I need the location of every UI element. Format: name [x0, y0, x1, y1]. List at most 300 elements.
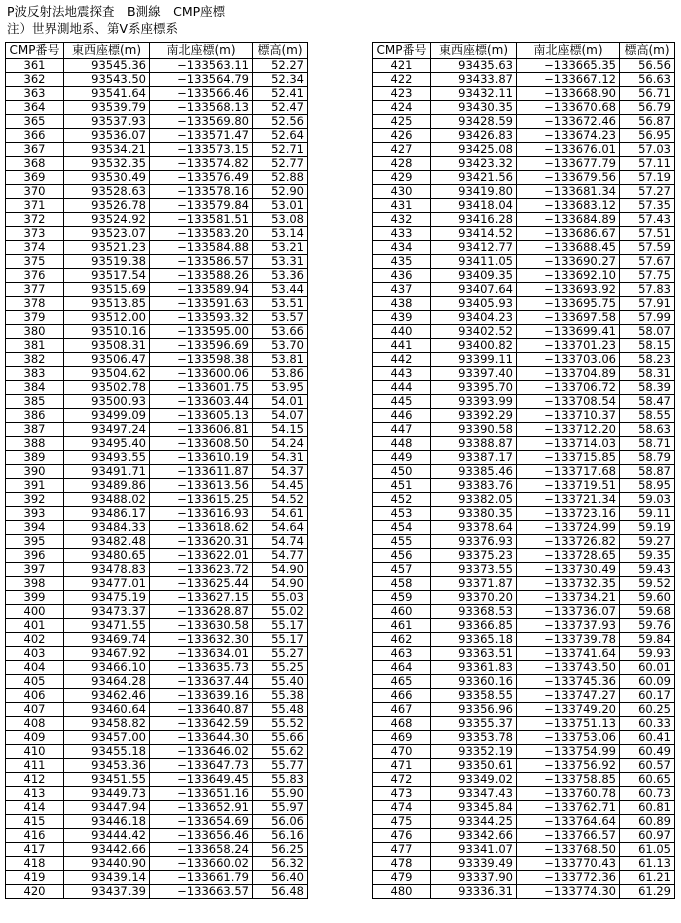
northing-cell: −133712.20	[517, 423, 620, 437]
table-row	[6, 129, 308, 143]
elevation-cell: 59.11	[620, 507, 675, 521]
elevation-cell: 54.24	[253, 437, 308, 451]
easting-cell: 93365.18	[431, 633, 517, 647]
easting-cell: 93523.07	[64, 227, 150, 241]
cmp-number-cell: 382	[6, 353, 64, 367]
northing-cell: −133620.31	[150, 535, 253, 549]
easting-cell: 93528.63	[64, 185, 150, 199]
easting-cell: 93402.52	[431, 325, 517, 339]
easting-cell: 93488.02	[64, 493, 150, 507]
cmp-number-cell: 394	[6, 521, 64, 535]
easting-cell: 93480.65	[64, 549, 150, 563]
elevation-cell: 55.83	[253, 773, 308, 787]
northing-cell: −133651.16	[150, 787, 253, 801]
cmp-number-cell: 379	[6, 311, 64, 325]
elevation-cell: 55.25	[253, 661, 308, 675]
cmp-number-cell: 362	[6, 73, 64, 87]
northing-cell: −133719.51	[517, 479, 620, 493]
easting-cell: 93517.54	[64, 269, 150, 283]
northing-cell: −133635.73	[150, 661, 253, 675]
table-row	[6, 633, 308, 647]
elevation-cell: 58.63	[620, 423, 675, 437]
col-header-northing: 南北座標(m)	[517, 43, 620, 59]
northing-cell: −133721.34	[517, 493, 620, 507]
northing-cell: −133737.93	[517, 619, 620, 633]
cmp-number-cell: 412	[6, 773, 64, 787]
northing-cell: −133768.50	[517, 843, 620, 857]
table-row	[373, 535, 675, 549]
northing-cell: −133610.19	[150, 451, 253, 465]
cmp-number-cell: 366	[6, 129, 64, 143]
northing-cell: −133668.90	[517, 87, 620, 101]
cmp-number-cell: 474	[373, 801, 431, 815]
easting-cell: 93366.85	[431, 619, 517, 633]
elevation-cell: 56.32	[253, 857, 308, 871]
elevation-cell: 55.66	[253, 731, 308, 745]
easting-cell: 93380.35	[431, 507, 517, 521]
elevation-cell: 59.27	[620, 535, 675, 549]
elevation-cell: 58.23	[620, 353, 675, 367]
elevation-cell: 60.65	[620, 773, 675, 787]
cmp-number-cell: 431	[373, 199, 431, 213]
table-row	[373, 213, 675, 227]
cmp-number-cell: 464	[373, 661, 431, 675]
northing-cell: −133667.12	[517, 73, 620, 87]
easting-cell: 93458.82	[64, 717, 150, 731]
northing-cell: −133677.79	[517, 157, 620, 171]
elevation-cell: 52.88	[253, 171, 308, 185]
table-row	[6, 843, 308, 857]
easting-cell: 93484.33	[64, 521, 150, 535]
elevation-cell: 60.81	[620, 801, 675, 815]
cmp-number-cell: 363	[6, 87, 64, 101]
table-row	[6, 283, 308, 297]
easting-cell: 93409.35	[431, 269, 517, 283]
table-row	[373, 843, 675, 857]
table-row	[6, 801, 308, 815]
elevation-cell: 53.86	[253, 367, 308, 381]
table-row	[373, 269, 675, 283]
easting-cell: 93370.20	[431, 591, 517, 605]
easting-cell: 93482.48	[64, 535, 150, 549]
northing-cell: −133605.13	[150, 409, 253, 423]
easting-cell: 93433.87	[431, 73, 517, 87]
northing-cell: −133690.27	[517, 255, 620, 269]
table-row	[373, 647, 675, 661]
table-row	[373, 465, 675, 479]
table-row	[6, 367, 308, 381]
elevation-cell: 52.47	[253, 101, 308, 115]
table-row	[6, 703, 308, 717]
elevation-cell: 56.06	[253, 815, 308, 829]
easting-cell: 93499.09	[64, 409, 150, 423]
table-row	[6, 353, 308, 367]
northing-cell: −133724.99	[517, 521, 620, 535]
elevation-cell: 53.31	[253, 255, 308, 269]
easting-cell: 93451.55	[64, 773, 150, 787]
northing-cell: −133703.06	[517, 353, 620, 367]
table-row	[373, 815, 675, 829]
easting-cell: 93341.07	[431, 843, 517, 857]
elevation-cell: 57.91	[620, 297, 675, 311]
cmp-table-left	[5, 42, 308, 899]
table-row	[6, 87, 308, 101]
elevation-cell: 57.11	[620, 157, 675, 171]
table-row	[6, 591, 308, 605]
northing-cell: −133728.65	[517, 549, 620, 563]
easting-cell: 93543.50	[64, 73, 150, 87]
elevation-cell: 59.60	[620, 591, 675, 605]
elevation-cell: 56.56	[620, 59, 675, 73]
cmp-number-cell: 452	[373, 493, 431, 507]
table-row	[6, 73, 308, 87]
cmp-number-cell: 375	[6, 255, 64, 269]
easting-cell: 93534.21	[64, 143, 150, 157]
northing-cell: −133618.62	[150, 521, 253, 535]
cmp-number-cell: 471	[373, 759, 431, 773]
cmp-number-cell: 418	[6, 857, 64, 871]
cmp-number-cell: 441	[373, 339, 431, 353]
elevation-cell: 52.27	[253, 59, 308, 73]
easting-cell: 93508.31	[64, 339, 150, 353]
elevation-cell: 60.25	[620, 703, 675, 717]
elevation-cell: 56.25	[253, 843, 308, 857]
table-header-row	[373, 43, 675, 59]
cmp-number-cell: 466	[373, 689, 431, 703]
table-row	[373, 759, 675, 773]
elevation-cell: 57.99	[620, 311, 675, 325]
elevation-cell: 53.57	[253, 311, 308, 325]
northing-cell: −133569.80	[150, 115, 253, 129]
elevation-cell: 57.43	[620, 213, 675, 227]
cmp-number-cell: 461	[373, 619, 431, 633]
northing-cell: −133654.69	[150, 815, 253, 829]
table-row	[373, 241, 675, 255]
elevation-cell: 53.51	[253, 297, 308, 311]
cmp-number-cell: 405	[6, 675, 64, 689]
easting-cell: 93421.56	[431, 171, 517, 185]
elevation-cell: 53.95	[253, 381, 308, 395]
easting-cell: 93491.71	[64, 465, 150, 479]
elevation-cell: 53.70	[253, 339, 308, 353]
northing-cell: −133766.57	[517, 829, 620, 843]
northing-cell: −133603.44	[150, 395, 253, 409]
cmp-number-cell: 365	[6, 115, 64, 129]
cmp-number-cell: 368	[6, 157, 64, 171]
elevation-cell: 55.52	[253, 717, 308, 731]
cmp-number-cell: 439	[373, 311, 431, 325]
northing-cell: −133652.91	[150, 801, 253, 815]
northing-cell: −133762.71	[517, 801, 620, 815]
easting-cell: 93385.46	[431, 465, 517, 479]
easting-cell: 93457.00	[64, 731, 150, 745]
easting-cell: 93447.94	[64, 801, 150, 815]
elevation-cell: 52.71	[253, 143, 308, 157]
table-row	[6, 437, 308, 451]
northing-cell: −133749.20	[517, 703, 620, 717]
cmp-number-cell: 442	[373, 353, 431, 367]
cmp-number-cell: 457	[373, 563, 431, 577]
northing-cell: −133672.46	[517, 115, 620, 129]
col-header-easting: 東西座標(m)	[431, 43, 517, 59]
table-row	[6, 143, 308, 157]
cmp-number-cell: 387	[6, 423, 64, 437]
table-row	[373, 787, 675, 801]
table-row	[6, 577, 308, 591]
northing-cell: −133756.92	[517, 759, 620, 773]
northing-cell: −133586.57	[150, 255, 253, 269]
northing-cell: −133751.13	[517, 717, 620, 731]
table-row	[373, 661, 675, 675]
northing-cell: −133774.30	[517, 885, 620, 899]
cmp-number-cell: 419	[6, 871, 64, 885]
table-row	[373, 605, 675, 619]
elevation-cell: 55.97	[253, 801, 308, 815]
cmp-number-cell: 467	[373, 703, 431, 717]
table-row	[6, 297, 308, 311]
cmp-number-cell: 434	[373, 241, 431, 255]
cmp-number-cell: 437	[373, 283, 431, 297]
table-row	[373, 717, 675, 731]
elevation-cell: 60.73	[620, 787, 675, 801]
easting-cell: 93506.47	[64, 353, 150, 367]
cmp-number-cell: 410	[6, 745, 64, 759]
easting-cell: 93497.24	[64, 423, 150, 437]
elevation-cell: 56.71	[620, 87, 675, 101]
table-row	[6, 381, 308, 395]
cmp-number-cell: 414	[6, 801, 64, 815]
northing-cell: −133699.41	[517, 325, 620, 339]
table-row	[373, 199, 675, 213]
table-row	[373, 563, 675, 577]
table-row	[373, 493, 675, 507]
elevation-cell: 54.90	[253, 577, 308, 591]
northing-cell: −133745.36	[517, 675, 620, 689]
easting-cell: 93342.66	[431, 829, 517, 843]
easting-cell: 93352.19	[431, 745, 517, 759]
table-row	[6, 185, 308, 199]
easting-cell: 93393.99	[431, 395, 517, 409]
easting-cell: 93337.90	[431, 871, 517, 885]
table-row	[6, 325, 308, 339]
elevation-cell: 52.56	[253, 115, 308, 129]
elevation-cell: 56.48	[253, 885, 308, 899]
table-row	[373, 395, 675, 409]
cmp-number-cell: 402	[6, 633, 64, 647]
northing-cell: −133647.73	[150, 759, 253, 773]
easting-cell: 93428.59	[431, 115, 517, 129]
cmp-number-cell: 480	[373, 885, 431, 899]
cmp-number-cell: 444	[373, 381, 431, 395]
northing-cell: −133615.25	[150, 493, 253, 507]
northing-cell: −133676.01	[517, 143, 620, 157]
cmp-number-cell: 458	[373, 577, 431, 591]
cmp-number-cell: 454	[373, 521, 431, 535]
table-row	[373, 185, 675, 199]
easting-cell: 93493.55	[64, 451, 150, 465]
table-row	[6, 857, 308, 871]
elevation-cell: 58.87	[620, 465, 675, 479]
cmp-number-cell: 449	[373, 451, 431, 465]
cmp-number-cell: 435	[373, 255, 431, 269]
easting-cell: 93405.93	[431, 297, 517, 311]
table-row	[6, 59, 308, 73]
easting-cell: 93464.28	[64, 675, 150, 689]
easting-cell: 93404.23	[431, 311, 517, 325]
table-header-row	[6, 43, 308, 59]
cmp-number-cell: 468	[373, 717, 431, 731]
easting-cell: 93453.36	[64, 759, 150, 773]
easting-cell: 93537.93	[64, 115, 150, 129]
elevation-cell: 55.03	[253, 591, 308, 605]
northing-cell: −133732.35	[517, 577, 620, 591]
table-row	[373, 171, 675, 185]
cmp-number-cell: 397	[6, 563, 64, 577]
northing-cell: −133584.88	[150, 241, 253, 255]
easting-cell: 93477.01	[64, 577, 150, 591]
easting-cell: 93383.76	[431, 479, 517, 493]
easting-cell: 93353.78	[431, 731, 517, 745]
table-row	[373, 129, 675, 143]
northing-cell: −133571.47	[150, 129, 253, 143]
cmp-number-cell: 455	[373, 535, 431, 549]
elevation-cell: 61.13	[620, 857, 675, 871]
northing-cell: −133736.07	[517, 605, 620, 619]
col-header-cmp: CMP番号	[6, 43, 64, 59]
table-row	[6, 241, 308, 255]
northing-cell: −133686.67	[517, 227, 620, 241]
easting-cell: 93347.43	[431, 787, 517, 801]
cmp-number-cell: 424	[373, 101, 431, 115]
easting-cell: 93345.84	[431, 801, 517, 815]
northing-cell: −133637.44	[150, 675, 253, 689]
northing-cell: −133706.72	[517, 381, 620, 395]
easting-cell: 93462.46	[64, 689, 150, 703]
table-row	[6, 465, 308, 479]
table-row	[373, 857, 675, 871]
elevation-cell: 54.64	[253, 521, 308, 535]
elevation-cell: 58.07	[620, 325, 675, 339]
table-row	[373, 577, 675, 591]
cmp-number-cell: 409	[6, 731, 64, 745]
northing-cell: −133573.15	[150, 143, 253, 157]
easting-cell: 93437.39	[64, 885, 150, 899]
northing-cell: −133764.64	[517, 815, 620, 829]
easting-cell: 93361.83	[431, 661, 517, 675]
elevation-cell: 56.95	[620, 129, 675, 143]
easting-cell: 93475.19	[64, 591, 150, 605]
northing-cell: −133640.87	[150, 703, 253, 717]
northing-cell: −133674.23	[517, 129, 620, 143]
cmp-number-cell: 391	[6, 479, 64, 493]
easting-cell: 93510.16	[64, 325, 150, 339]
cmp-number-cell: 445	[373, 395, 431, 409]
table-row	[373, 87, 675, 101]
cmp-number-cell: 389	[6, 451, 64, 465]
cmp-number-cell: 456	[373, 549, 431, 563]
northing-cell: −133692.10	[517, 269, 620, 283]
easting-cell: 93545.36	[64, 59, 150, 73]
col-header-northing: 南北座標(m)	[150, 43, 253, 59]
elevation-cell: 59.84	[620, 633, 675, 647]
northing-cell: −133656.46	[150, 829, 253, 843]
easting-cell: 93392.29	[431, 409, 517, 423]
elevation-cell: 59.76	[620, 619, 675, 633]
table-row	[6, 101, 308, 115]
easting-cell: 93400.82	[431, 339, 517, 353]
elevation-cell: 59.68	[620, 605, 675, 619]
cmp-number-cell: 383	[6, 367, 64, 381]
northing-cell: −133708.54	[517, 395, 620, 409]
elevation-cell: 60.49	[620, 745, 675, 759]
northing-cell: −133616.93	[150, 507, 253, 521]
cmp-number-cell: 470	[373, 745, 431, 759]
table-row	[373, 381, 675, 395]
cmp-number-cell: 403	[6, 647, 64, 661]
easting-cell: 93414.52	[431, 227, 517, 241]
elevation-cell: 53.81	[253, 353, 308, 367]
northing-cell: −133739.78	[517, 633, 620, 647]
cmp-number-cell: 408	[6, 717, 64, 731]
cmp-number-cell: 443	[373, 367, 431, 381]
northing-cell: −133596.69	[150, 339, 253, 353]
easting-cell: 93336.31	[431, 885, 517, 899]
col-header-elevation: 標高(m)	[253, 43, 308, 59]
easting-cell: 93432.11	[431, 87, 517, 101]
easting-cell: 93466.10	[64, 661, 150, 675]
elevation-cell: 58.55	[620, 409, 675, 423]
cmp-number-cell: 440	[373, 325, 431, 339]
table-row	[373, 745, 675, 759]
elevation-cell: 55.90	[253, 787, 308, 801]
easting-cell: 93521.23	[64, 241, 150, 255]
table-row	[6, 115, 308, 129]
table-row	[373, 801, 675, 815]
cmp-number-cell: 459	[373, 591, 431, 605]
cmp-number-cell: 450	[373, 465, 431, 479]
northing-cell: −133563.11	[150, 59, 253, 73]
elevation-cell: 52.41	[253, 87, 308, 101]
cmp-number-cell: 475	[373, 815, 431, 829]
easting-cell: 93397.40	[431, 367, 517, 381]
elevation-cell: 58.47	[620, 395, 675, 409]
northing-cell: −133628.87	[150, 605, 253, 619]
elevation-cell: 57.75	[620, 269, 675, 283]
table-row	[373, 409, 675, 423]
cmp-number-cell: 465	[373, 675, 431, 689]
table-row	[6, 619, 308, 633]
elevation-cell: 55.38	[253, 689, 308, 703]
elevation-cell: 53.01	[253, 199, 308, 213]
elevation-cell: 61.29	[620, 885, 675, 899]
cmp-number-cell: 378	[6, 297, 64, 311]
table-row	[6, 549, 308, 563]
table-row	[373, 255, 675, 269]
table-row	[373, 143, 675, 157]
cmp-number-cell: 406	[6, 689, 64, 703]
elevation-cell: 57.27	[620, 185, 675, 199]
table-row	[6, 507, 308, 521]
elevation-cell: 55.17	[253, 619, 308, 633]
northing-cell: −133661.79	[150, 871, 253, 885]
northing-cell: −133623.72	[150, 563, 253, 577]
easting-cell: 93355.37	[431, 717, 517, 731]
easting-cell: 93467.92	[64, 647, 150, 661]
easting-cell: 93526.78	[64, 199, 150, 213]
elevation-cell: 56.16	[253, 829, 308, 843]
table-row	[6, 717, 308, 731]
elevation-cell: 55.02	[253, 605, 308, 619]
